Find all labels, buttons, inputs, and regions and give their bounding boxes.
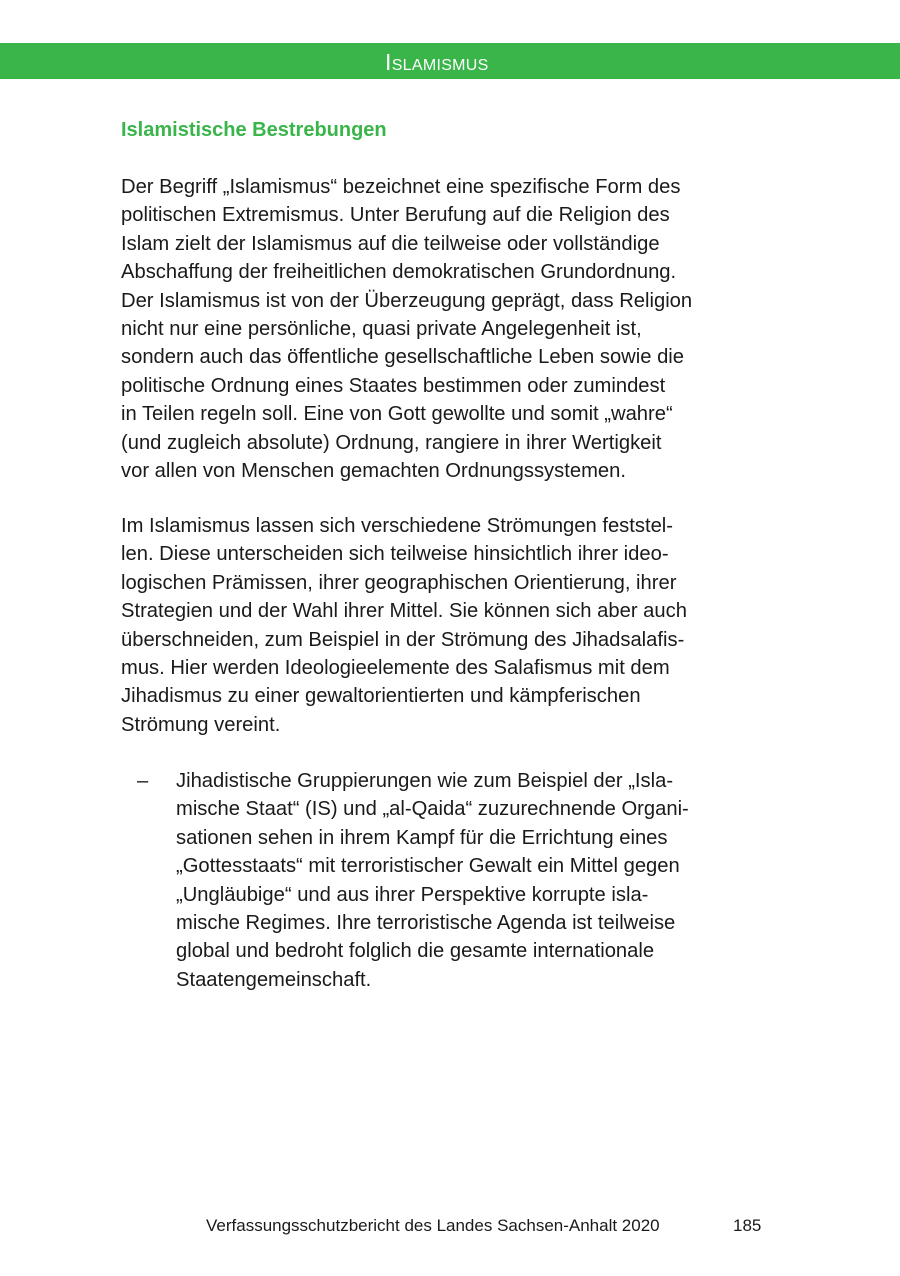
page-number: 185: [733, 1216, 762, 1235]
text-line: Jihadismus zu einer gewaltorientierten und kämpferischen: [121, 685, 641, 708]
text-line: vor allen von Menschen gemachten Ordnungssystemen.: [121, 460, 626, 483]
paragraph-intro: [121, 173, 692, 485]
text-line: sondern auch das öffentliche gesellschaftliche Leben sowie die: [121, 346, 685, 369]
text-line: mische Staat“ (IS) und „al-Qaida“ zuzurechnende Organi-: [176, 798, 689, 821]
text-line: (und zugleich absolute) Ordnung, rangiere in ihrer Wertigkeit: [121, 431, 662, 454]
text-line: mus. Hier werden Ideologieelemente des Salafismus mit dem: [121, 657, 670, 680]
text-line: „Ungläubige“ und aus ihrer Perspektive korrupte isla-: [176, 883, 649, 906]
text-line: Jihadistische Gruppierungen wie zum Beispiel der „Isla-: [176, 770, 674, 792]
footer-report-title: Verfassungsschutzbericht des Landes Sachsen-Anhalt 2020: [206, 1216, 660, 1235]
text-line: len. Diese unterscheiden sich teilweise hinsichtlich ihrer ideo-: [121, 543, 669, 566]
bullet-dash: –: [137, 770, 149, 792]
text-line: überschneiden, zum Beispiel in der Strömung des Jihadsalafis-: [121, 628, 685, 651]
text-line: nicht nur eine persönliche, quasi private Angelegenheit ist,: [121, 318, 642, 341]
text-line: Im Islamismus lassen sich verschiedene Strömungen feststel-: [121, 515, 674, 537]
bullet-item-jihadist-groups: [176, 767, 689, 994]
text-line: Abschaffung der freiheitlichen demokratischen Grundordnung.: [121, 261, 677, 284]
text-line: „Gottesstaats“ mit terroristischer Gewalt ein Mittel gegen: [176, 855, 680, 878]
page-header-title: Islamismus: [385, 49, 489, 75]
text-line: in Teilen regeln soll. Eine von Gott gewollte und somit „wahre“: [121, 403, 673, 426]
section-heading: Islamistische Bestrebungen: [121, 119, 387, 141]
text-line: logischen Prämissen, ihrer geographischen Orientierung, ihrer: [121, 571, 677, 594]
text-line: sationen sehen in ihrem Kampf für die Errichtung eines: [176, 826, 668, 849]
text-line: Staatengemeinschaft.: [176, 968, 372, 991]
text-line: Der Islamismus ist von der Überzeugung geprägt, dass Religion: [121, 289, 693, 312]
text-line: politischen Extremismus. Unter Berufung auf die Religion des: [121, 204, 670, 227]
text-line: Islam zielt der Islamismus auf die teilweise oder vollständige: [121, 232, 660, 255]
text-line: politische Ordnung eines Staates bestimmen oder zumindest: [121, 374, 666, 397]
paragraph-currents: [121, 512, 687, 739]
text-line: Der Begriff „Islamismus“ bezeichnet eine spezifische Form des: [121, 176, 681, 198]
text-line: Strömung vereint.: [121, 713, 281, 736]
text-line: mische Regimes. Ihre terroristische Agenda ist teilweise: [176, 912, 676, 935]
text-line: Strategien und der Wahl ihrer Mittel. Sie können sich aber auch: [121, 600, 687, 623]
text-line: global und bedroht folglich die gesamte internationale: [176, 940, 655, 963]
